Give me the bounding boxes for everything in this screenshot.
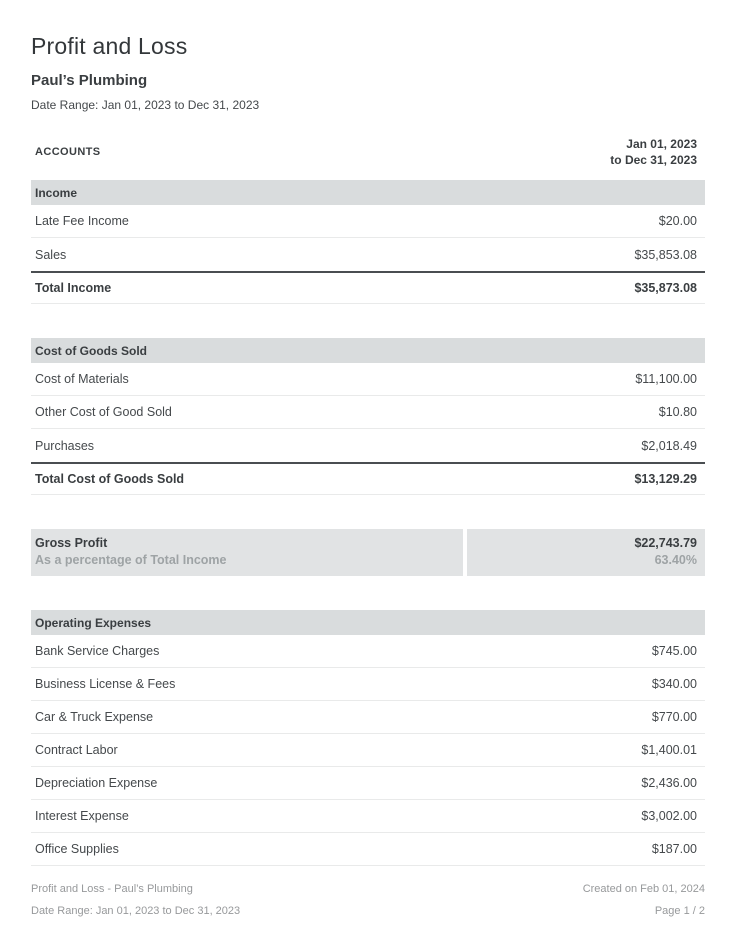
account-row	[31, 205, 705, 238]
page-footer	[31, 878, 705, 922]
section-operating-expenses	[31, 610, 705, 866]
total-row	[31, 271, 705, 304]
account-value: $340.00	[651, 677, 697, 691]
footer-right	[583, 878, 705, 922]
section-header: Cost of Goods Sold	[31, 338, 705, 363]
account-label: Sales	[35, 247, 67, 262]
section-cost-of-goods-sold	[31, 338, 705, 495]
account-row	[31, 668, 705, 701]
account-value: $35,873.08	[634, 281, 697, 295]
summary-value: $22,743.79	[634, 536, 697, 550]
footer-date-range: Date Range: Jan 01, 2023 to Dec 31, 2023	[31, 905, 241, 917]
account-value: $745.00	[651, 644, 697, 658]
account-value: $13,129.29	[634, 472, 697, 486]
summary-value-cell	[467, 529, 705, 576]
account-label: Total Cost of Goods Sold	[35, 472, 185, 486]
account-value: $11,100.00	[635, 372, 697, 386]
section-header: Income	[31, 180, 705, 205]
account-label: Cost of Materials	[35, 372, 129, 386]
account-value: $35,853.08	[634, 247, 697, 262]
account-row	[31, 800, 705, 833]
account-value: $2,018.49	[641, 438, 697, 453]
date-range: Date Range: Jan 01, 2023 to Dec 31, 2023	[31, 98, 260, 112]
account-label: Late Fee Income	[35, 214, 129, 228]
account-row	[31, 396, 705, 429]
summary-subvalue: 63.40%	[654, 553, 697, 567]
account-label: Business License & Fees	[35, 677, 176, 691]
section-header: Operating Expenses	[31, 610, 705, 635]
summary-sublabel: As a percentage of Total Income	[35, 553, 227, 567]
account-value: $3,002.00	[641, 809, 697, 823]
summary-label: Gross Profit	[35, 536, 108, 550]
account-label: Depreciation Expense	[35, 776, 158, 790]
report-content	[0, 33, 730, 866]
account-row	[31, 635, 705, 668]
account-label: Total Income	[35, 281, 112, 295]
account-label: Other Cost of Good Sold	[35, 405, 172, 419]
account-row	[31, 833, 705, 866]
table-column-header	[31, 135, 705, 169]
account-value: $20.00	[658, 214, 697, 228]
period-line-2: to Dec 31, 2023	[610, 153, 697, 167]
footer-created-date: Created on Feb 01, 2024	[582, 883, 705, 895]
report-sections	[31, 180, 705, 866]
period-line-1: Jan 01, 2023	[626, 137, 697, 151]
account-value: $2,436.00	[641, 776, 697, 790]
account-label: Purchases	[35, 438, 95, 453]
account-value: $10.80	[658, 405, 697, 419]
account-label: Contract Labor	[35, 743, 118, 757]
accounts-column-header: ACCOUNTS	[35, 146, 101, 158]
company-name: Paul’s Plumbing	[31, 72, 148, 89]
account-value: $1,400.01	[641, 743, 697, 757]
account-row	[31, 429, 705, 462]
footer-doc-label: Profit and Loss - Paul’s Plumbing	[31, 883, 193, 895]
account-label: Car & Truck Expense	[35, 710, 154, 724]
account-value: $187.00	[651, 842, 697, 856]
page-title: Profit and Loss	[31, 33, 188, 59]
account-label: Bank Service Charges	[35, 644, 160, 658]
summary-label-cell	[31, 529, 463, 576]
footer-left	[31, 878, 240, 922]
account-label: Interest Expense	[35, 809, 129, 823]
footer-page-number: Page 1 / 2	[654, 905, 705, 917]
account-row	[31, 238, 705, 271]
total-row	[31, 462, 705, 495]
account-row	[31, 734, 705, 767]
period-column-header	[610, 136, 697, 168]
account-row	[31, 701, 705, 734]
account-label: Office Supplies	[35, 842, 119, 856]
account-row	[31, 363, 705, 396]
gross-profit-summary	[31, 529, 705, 576]
account-row	[31, 767, 705, 800]
account-value: $770.00	[651, 710, 697, 724]
section-income	[31, 180, 705, 304]
